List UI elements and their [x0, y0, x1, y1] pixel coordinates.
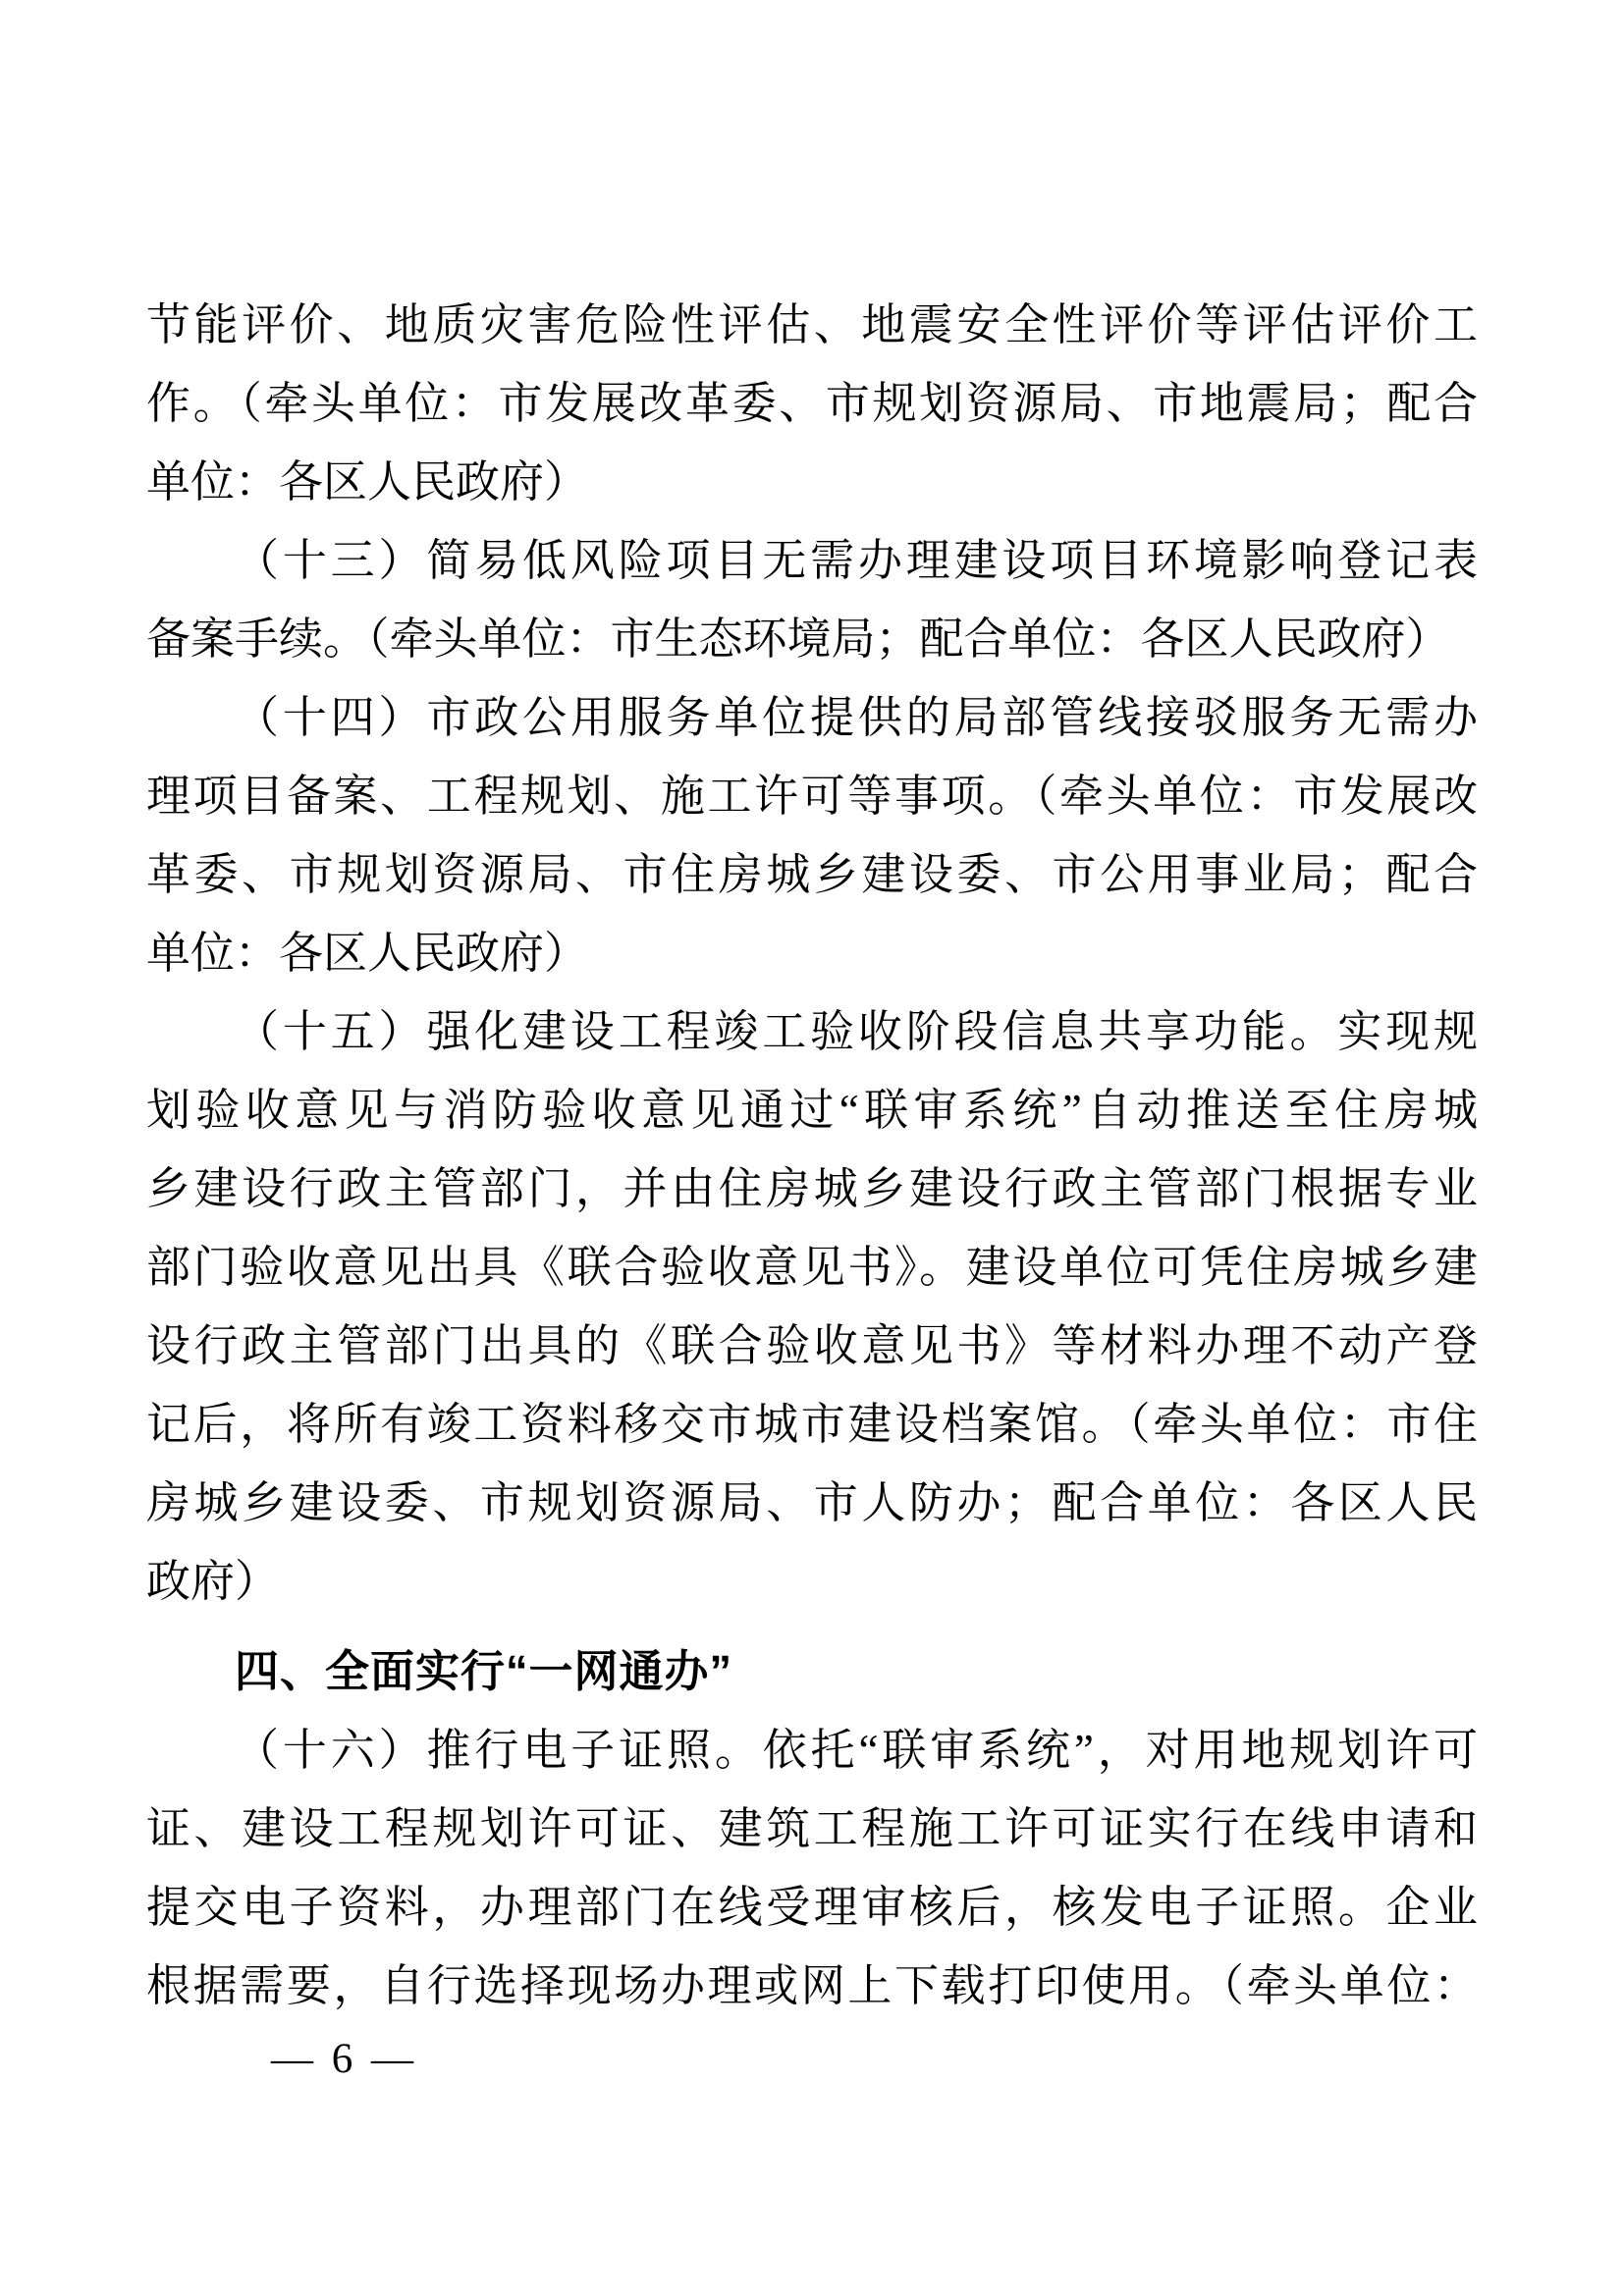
text-line: 部门验收意见出具《联合验收意见书》。建设单位可凭住房城乡建: [146, 1243, 1478, 1292]
text-line: 作。（牵头单位：市发展改革委、市规划资源局、市地震局；配合: [146, 379, 1478, 428]
text-line: （十五）强化建设工程竣工验收阶段信息共享功能。实现规: [235, 1007, 1478, 1056]
paragraph: [146, 521, 1478, 678]
paragraph: [146, 1711, 1478, 2025]
document-body: [146, 286, 1478, 2025]
text-line: （十三）简易低风险项目无需办理建设项目环境影响登记表: [235, 536, 1478, 585]
text-line: 设行政主管部门出具的《联合验收意见书》等材料办理不动产登: [146, 1321, 1478, 1370]
page-number: — 6 —: [271, 2036, 417, 2082]
text-line: 理项目备案、工程规划、施工许可等事项。（牵头单位：市发展改: [146, 772, 1478, 821]
text-line: 单位：各区人民政府）: [146, 457, 589, 507]
text-line: 根据需要，自行选择现场办理或网上下载打印使用。（牵头单位：: [146, 1961, 1478, 2010]
text-line: 节能评价、地质灾害危险性评估、地震安全性评价等评估评价工: [146, 300, 1478, 349]
text-line: 革委、市规划资源局、市住房城乡建设委、市公用事业局；配合: [146, 850, 1478, 899]
paragraph: [146, 992, 1478, 1621]
text-line: 备案手续。（牵头单位：市生态环境局；配合单位：各区人民政府）: [146, 614, 1450, 664]
paragraph: [146, 286, 1478, 521]
text-line: （十六）推行电子证照。依托“联审系统”，对用地规划许可: [235, 1726, 1478, 1775]
text-line: 政府）: [146, 1557, 280, 1606]
text-line: 提交电子资料，办理部门在线受理审核后，核发电子证照。企业: [146, 1883, 1478, 1932]
text-line: 房城乡建设委、市规划资源局、市人防办；配合单位：各区人民: [146, 1478, 1478, 1527]
text-line: 乡建设行政主管部门，并由住房城乡建设行政主管部门根据专业: [146, 1164, 1478, 1213]
text-line: 划验收意见与消防验收意见通过“联审系统”自动推送至住房城: [146, 1086, 1478, 1135]
text-line: 记后，将所有竣工资料移交市城市建设档案馆。（牵头单位：市住: [146, 1400, 1478, 1449]
text-line: 四、全面实行“一网通办”: [235, 1646, 733, 1696]
text-line: （十四）市政公用服务单位提供的局部管线接驳服务无需办: [235, 693, 1478, 742]
page-footer: [271, 2034, 417, 2085]
section-heading: [146, 1632, 1478, 1711]
text-line: 单位：各区人民政府）: [146, 929, 589, 978]
paragraph: [146, 678, 1478, 992]
text-line: 证、建设工程规划许可证、建筑工程施工许可证实行在线申请和: [146, 1804, 1478, 1853]
